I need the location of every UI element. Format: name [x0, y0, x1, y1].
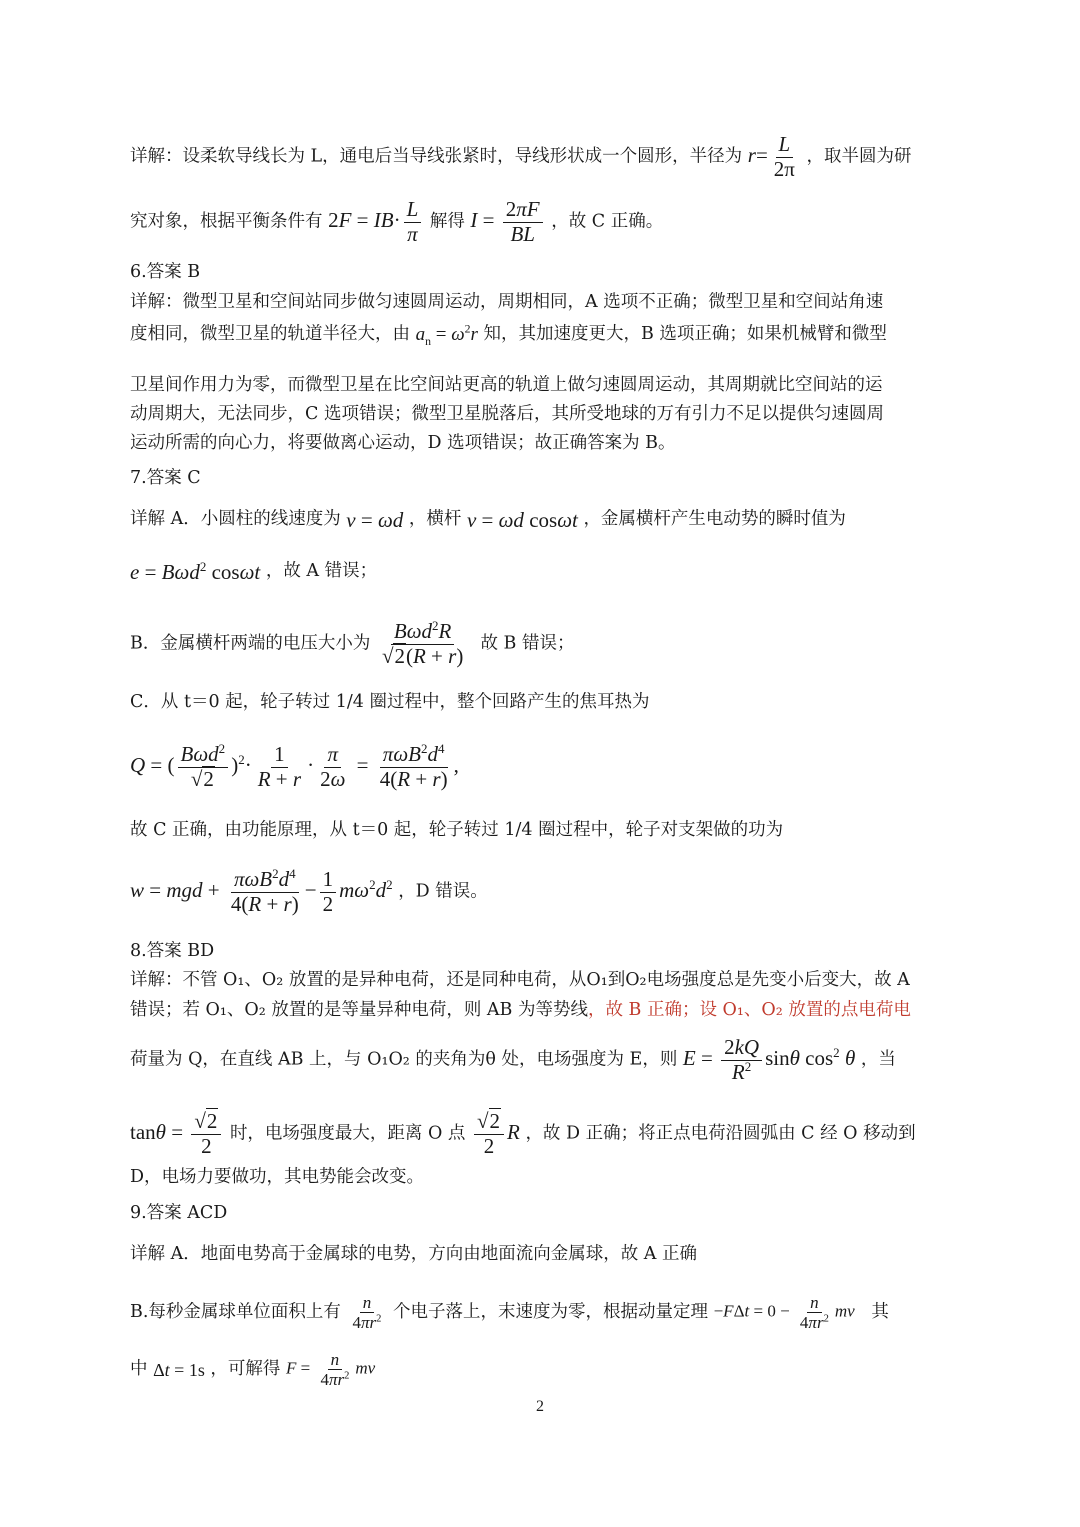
q8-line-3: 荷量为 Q，在直线 AB 上，与 O₁O₂ 的夹角为θ 处，电场强度为 E，则 E = $\frac{2kQ}{R^2}$ sinθ $\cos^2 \theta$ ，当 — [130, 1035, 896, 1084]
q8-line-4: tanθ = $\frac{√2}{2}$ 时，电场强度最大，距离 O 点 $\frac{√2}{2}$ R ，故 D 正确；将正点电荷沿圆弧由 C 经 O 移动到 — [130, 1109, 916, 1158]
formula-radius: r= $\frac{L}{2\pi}$ — [747, 132, 795, 181]
q9-title: 9.答案 ACD — [130, 1203, 228, 1223]
formula-voltage: $\frac{B\omega d^2R}{√2(R + r)}$ — [381, 618, 464, 668]
q9-b-line-2: 中 Δt = 1s ，可解得 F = $\frac{n}{4\pi r^2}$ mv — [130, 1350, 376, 1390]
formula-joule-heat: Q = ( $\frac{B\omega d^2}{√2}$ )$^2$· $\frac{1}{R + r}$ · $\frac{\pi}{2\omega}$ = $\frac{\pi\omega B^2d^4}{4(R + r)}$ , — [130, 741, 459, 791]
q8-line-1: 详解：不管 O₁、O₂ 放置的是异种电荷，还是同种电荷，从O₁到O₂电场强度总是先变小后变大，故 A — [130, 970, 910, 990]
q9-b-line-1: B.每秒金属球单位面积上有 $\frac{n}{4\pi r^2}$ 个电子落上，末速度为零，根据动量定理 −FΔt = 0 − $\frac{n}{4\pi r^2}$ mv 其 — [130, 1293, 889, 1333]
q7-c-formula-Q — [130, 743, 459, 791]
q8-line-5: D，电场力要做功，其电势能会改变。 — [130, 1167, 425, 1187]
formula-momentum: −FΔt = 0 − $\frac{n}{4\pi r^2}$ mv — [713, 1293, 855, 1333]
formula-distance: $\frac{√2}{2}$ R — [471, 1110, 520, 1158]
q7-c-line-2: 故 C 正确，由功能原理，从 t＝0 起，轮子转过 1/4 圈过程中，轮子对支架做的功为 — [130, 820, 784, 840]
q8-title: 8.答案 BD — [130, 941, 215, 961]
q6-line-5: 运动所需的向心力，将要做离心运动，D 选项错误；故正确答案为 B。 — [130, 433, 676, 453]
formula-balance: 2F = IB· $\frac{L}{\pi}$ — [328, 198, 424, 246]
formula-force: F = $\frac{n}{4\pi r^2}$ mv — [285, 1350, 376, 1390]
para-1-line-1: 详解：设柔软导线长为 L，通电后当导线张紧时，导线形状成一个圆形，半径为 r= $\frac{L}{2\pi}$ ，取半圆为研 — [130, 132, 912, 181]
q7-c-line-1: C．从 t＝0 起，轮子转过 1/4 圈过程中，整个回路产生的焦耳热为 — [130, 692, 650, 712]
q6-line-2: 度相同，微型卫星的轨道半径大，由 $a_n = \omega^2r$ 知，其加速度更大，B 选项正确；如果机械臂和微型 — [130, 322, 887, 348]
q6-title: 6.答案 B — [130, 262, 201, 282]
q7-b-line: B．金属横杆两端的电压大小为 $\frac{B\omega d^2R}{√2(R + r)}$ 故 B 错误； — [130, 618, 575, 668]
q8-line-2: 错误；若 O₁、O₂ 放置的是等量异种电荷，则 AB 为等势线，故 B 正确；设 O₁、O₂ 放置的点电荷电 — [130, 1000, 911, 1020]
q7-a-line-1: 详解 A．小圆柱的线速度为 v = ωd ，横杆 v = ωd cosωt ，金属横杆产生电动势的瞬时值为 — [130, 507, 846, 532]
formula-tan: tanθ = $\frac{√2}{2}$ — [130, 1110, 224, 1158]
q7-c-formula-w: w = mgd + $\frac{\pi\omega B^2d^4}{4(R + r)}$ − $\frac{1}{2}$ $m\omega^2d^2$ ，D 错误。 — [130, 866, 488, 916]
q7-a-line-2: e = Bωd$^2$ cosωt ，故 A 错误； — [130, 558, 378, 584]
formula-field: E = $\frac{2kQ}{R^2}$ sinθ $\cos^2 \theta$ — [682, 1035, 856, 1084]
q7-title: 7.答案 C — [130, 468, 201, 488]
para-1-line-2: 究对象，根据平衡条件有 2F = IB· $\frac{L}{\pi}$ 解得 I = $\frac{2\pi F}{BL}$ ，故 C 正确。 — [130, 197, 664, 246]
formula-work: w = mgd + $\frac{\pi\omega B^2d^4}{4(R + r)}$ − $\frac{1}{2}$ $m\omega^2d^2$ — [130, 866, 393, 916]
formula-current: I = $\frac{2\pi F}{BL}$ — [470, 198, 545, 246]
q6-line-3: 卫星间作用力为零，而微型卫星在比空间站更高的轨道上做匀速圆周运动，其周期就比空间站的运 — [130, 375, 883, 395]
q6-line-4: 动周期大，无法同步，C 选项错误；微型卫星脱落后，其所受地球的万有引力不足以提供匀速圆周 — [130, 404, 884, 424]
q9-a-line: 详解 A．地面电势高于金属球的电势，方向由地面流向金属球，故 A 正确 — [130, 1244, 697, 1264]
q6-line-1: 详解：微型卫星和空间站同步做匀速圆周运动，周期相同，A 选项不正确；微型卫星和空间站角速 — [130, 292, 884, 312]
page-number: 2 — [536, 1398, 544, 1415]
formula-accel: $a_n = \omega^2r$ — [415, 322, 478, 348]
